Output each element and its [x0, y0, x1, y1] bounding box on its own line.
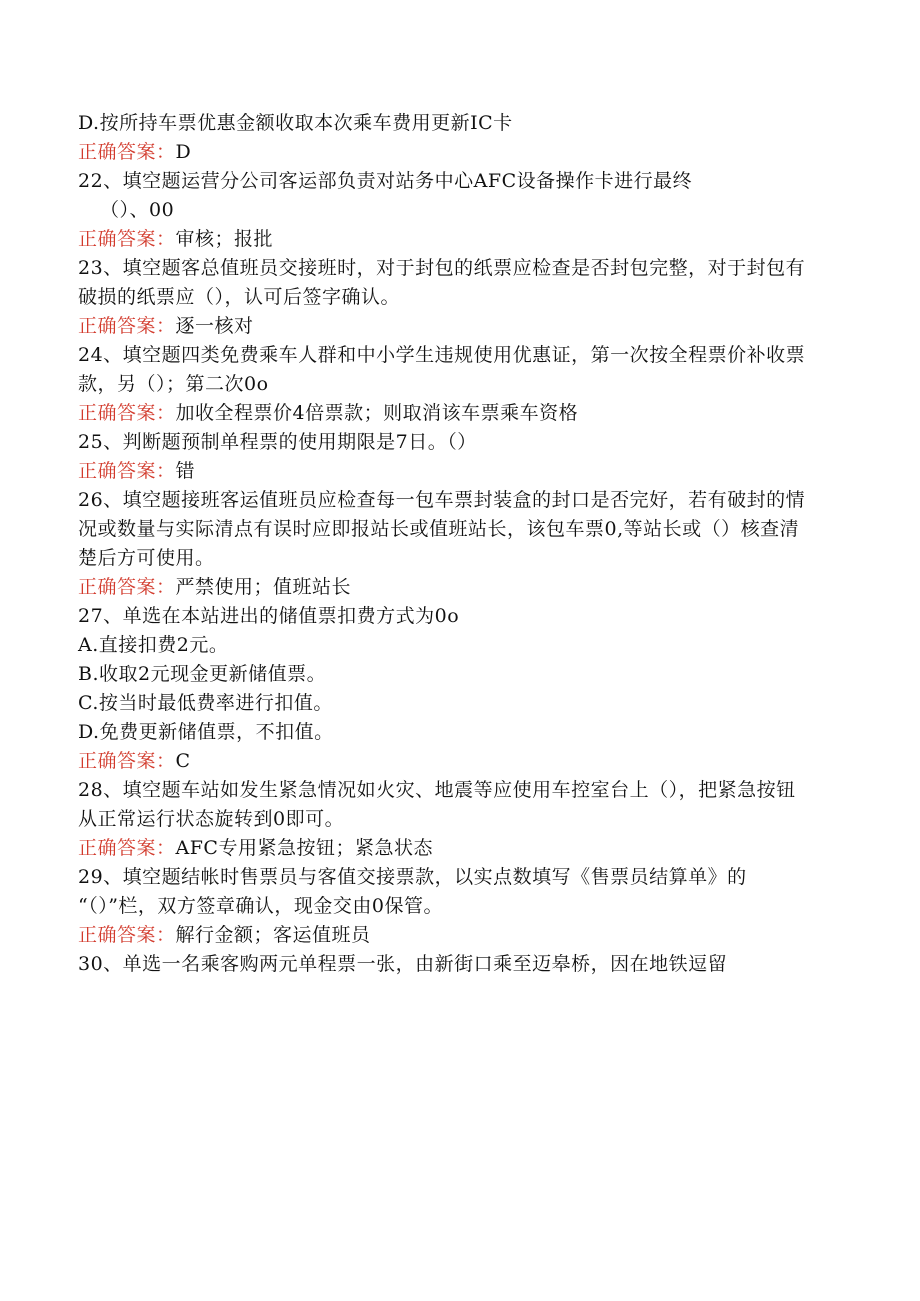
answer-label: 正确答案： [78, 576, 176, 598]
question-text-line: A.直接扣费2元。 [78, 634, 229, 656]
question-text-line: 24、填空题四类免费乘车人群和中小学生违规使用优惠证，第一次按全程票价补收票 [78, 344, 806, 366]
answer-text: 严禁使用；值班站长 [175, 576, 352, 598]
question-text-line: （）、00 [100, 199, 175, 221]
answer-label: 正确答案： [78, 460, 176, 482]
question-text-line: D.免费更新储值票，不扣值。 [78, 721, 334, 743]
answer-text: 逐一核对 [175, 315, 254, 337]
answer-text: AFC专用紧急按钮；紧急状态 [175, 837, 433, 859]
answer-label: 正确答案： [78, 837, 176, 859]
question-text-line: 23、填空题客总值班员交接班时，对于封包的纸票应检查是否封包完整，对于封包有 [78, 257, 806, 279]
question-text-line: C.按当时最低费率进行扣值。 [78, 692, 333, 714]
answer-label: 正确答案： [78, 750, 176, 772]
question-list [78, 109, 838, 979]
question-text-line: 25、判断题预制单程票的使用期限是7日。（） [78, 431, 477, 453]
question-text-line: 从正常运行状态旋转到0即可。 [78, 808, 345, 830]
question-text-line: B.收取2元现金更新储值票。 [78, 663, 327, 685]
answer-line [78, 225, 838, 254]
answer-text: D [175, 141, 192, 163]
answer-line [78, 138, 838, 167]
answer-text: 加收全程票价4倍票款；则取消该车票乘车资格 [175, 402, 579, 424]
answer-line [78, 747, 838, 776]
question-text-line: “（）”栏，双方签章确认，现金交由0保管。 [78, 895, 444, 917]
answer-text: 解行金额；客运值班员 [175, 924, 371, 946]
question-text-line: 30、单选一名乘客购两元单程票一张，由新街口乘至迈皋桥，因在地铁逗留 [78, 953, 728, 975]
question-text-line: 楚后方可使用。 [78, 547, 215, 569]
answer-label: 正确答案： [78, 924, 176, 946]
answer-label: 正确答案： [78, 228, 176, 250]
question-text-line: D.按所持车票优惠金额收取本次乘车费用更新IC卡 [78, 112, 513, 134]
answer-line [78, 399, 838, 428]
question-text-line: 款，另（）；第二次0o [78, 373, 269, 395]
answer-line [78, 312, 838, 341]
question-text-line: 26、填空题接班客运值班员应检查每一包车票封装盒的封口是否完好，若有破封的情 [78, 489, 806, 511]
answer-label: 正确答案： [78, 315, 176, 337]
question-text-line: 破损的纸票应（），认可后签字确认。 [78, 286, 401, 308]
answer-text: C [175, 750, 191, 772]
question-text-line: 况或数量与实际清点有误时应即报站长或值班站长，该包车票0,等站长或（）核查清 [78, 518, 800, 540]
answer-line [78, 457, 838, 486]
answer-line [78, 573, 838, 602]
answer-label: 正确答案： [78, 141, 176, 163]
answer-text: 审核；报批 [175, 228, 274, 250]
question-text-line: 27、单选在本站进出的储值票扣费方式为0o [78, 605, 460, 627]
question-text-line: 28、填空题车站如发生紧急情况如火灾、地震等应使用车控室台上（），把紧急按钮 [78, 779, 796, 801]
answer-text: 错 [175, 460, 196, 482]
question-text-line: 29、填空题结帐时售票员与客值交接票款，以实点数填写《售票员结算单》的 [78, 866, 747, 888]
question-text-line: 22、填空题运营分公司客运部负责对站务中心AFC设备操作卡进行最终 [78, 170, 693, 192]
answer-label: 正确答案： [78, 402, 176, 424]
answer-line [78, 834, 838, 863]
answer-line [78, 921, 838, 950]
